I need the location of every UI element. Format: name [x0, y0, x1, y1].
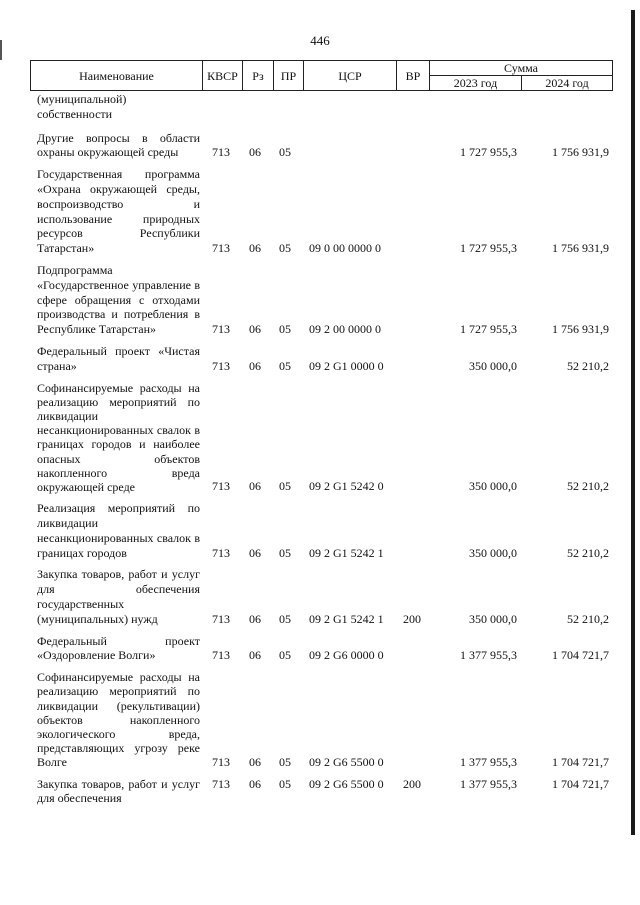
- cell-kvsr: 713: [212, 754, 230, 769]
- cell-rz: 06: [249, 479, 261, 494]
- cell-csr: 09 2 G1 5242 1: [309, 545, 384, 560]
- cell-kvsr: 713: [212, 648, 230, 663]
- cell-pr: 05: [279, 358, 291, 373]
- cell-pr: 05: [279, 776, 291, 791]
- header-csr: ЦСР: [304, 61, 397, 91]
- cell-sum-2024: 1 704 721,7: [552, 648, 609, 663]
- cell-pr: 05: [279, 145, 291, 160]
- cell-vr: 200: [403, 611, 421, 626]
- table-row: [30, 567, 612, 626]
- cell-sum-2023: 350 000,0: [469, 545, 517, 560]
- row-name: Софинансируемые расходы на реализацию мероприятий по ликвидации (рекультивации) объектов накопленного экологического вреда, представляющих угрозу реке Волге: [37, 670, 200, 770]
- header-year-2024: 2024 год: [522, 76, 613, 91]
- cell-kvsr: 713: [212, 322, 230, 337]
- header-sum: Сумма: [430, 61, 613, 76]
- continuation-row: [30, 92, 612, 122]
- cell-pr: 05: [279, 545, 291, 560]
- cell-sum-2024: 52 210,2: [567, 358, 609, 373]
- table-row: [30, 634, 612, 664]
- cell-sum-2024: 1 756 931,9: [552, 322, 609, 337]
- cell-rz: 06: [249, 648, 261, 663]
- row-name: Реализация мероприятий по ликвидации несанкционированных свалок в границах городов: [37, 501, 200, 560]
- table-row: [30, 167, 612, 256]
- cell-sum-2024: 1 704 721,7: [552, 754, 609, 769]
- scan-edge-bar: [631, 10, 635, 835]
- cell-sum-2024: 1 704 721,7: [552, 776, 609, 791]
- table-row: [30, 381, 612, 495]
- table-row: [30, 344, 612, 374]
- page-number: 446: [310, 33, 330, 48]
- cell-sum-2023: 350 000,0: [469, 611, 517, 626]
- cell-vr: 200: [403, 776, 421, 791]
- cell-rz: 06: [249, 754, 261, 769]
- cell-sum-2023: 1 377 955,3: [460, 776, 517, 791]
- cell-kvsr: 713: [212, 145, 230, 160]
- cell-csr: 09 2 G6 5500 0: [309, 754, 384, 769]
- header-rz: Рз: [243, 61, 274, 91]
- cell-kvsr: 713: [212, 776, 230, 791]
- cell-rz: 06: [249, 145, 261, 160]
- row-name: Государственная программа «Охрана окружающей среды, воспроизводство и использование природных ресурсов Республики Татарстан»: [37, 167, 200, 256]
- cell-sum-2024: 52 210,2: [567, 545, 609, 560]
- row-name: Закупка товаров, работ и услуг для обеспечения: [37, 776, 200, 806]
- cell-rz: 06: [249, 322, 261, 337]
- cell-pr: 05: [279, 648, 291, 663]
- table-row: [30, 501, 612, 560]
- cell-sum-2024: 52 210,2: [567, 479, 609, 494]
- cell-csr: 09 2 G1 5242 0: [309, 479, 384, 494]
- cell-sum-2023: 350 000,0: [469, 358, 517, 373]
- row-name: Другие вопросы в области охраны окружающей среды: [37, 130, 200, 160]
- cell-pr: 05: [279, 479, 291, 494]
- cell-pr: 05: [279, 241, 291, 256]
- cell-sum-2024: 1 756 931,9: [552, 241, 609, 256]
- cell-pr: 05: [279, 322, 291, 337]
- cell-sum-2023: 1 727 955,3: [460, 241, 517, 256]
- cell-sum-2023: 350 000,0: [469, 479, 517, 494]
- header-year-2023: 2023 год: [430, 76, 522, 91]
- cell-rz: 06: [249, 241, 261, 256]
- cell-kvsr: 713: [212, 241, 230, 256]
- cell-csr: 09 2 00 0000 0: [309, 322, 381, 337]
- cell-kvsr: 713: [212, 611, 230, 626]
- cell-csr: 09 2 G6 0000 0: [309, 648, 384, 663]
- budget-table-body: [30, 92, 612, 813]
- cell-sum-2023: 1 377 955,3: [460, 648, 517, 663]
- table-header: [30, 60, 613, 91]
- row-name: Федеральный проект «Оздоровление Волги»: [37, 633, 200, 663]
- table-row: [30, 131, 612, 161]
- cell-csr: 09 2 G6 5500 0: [309, 776, 384, 791]
- table-row: [30, 777, 612, 807]
- row-name: (муниципальной) собственности: [37, 92, 127, 121]
- row-name: Подпрограмма «Государственное управление в сфере обращения с отходами производства и потребления в Республике Татарстан»: [37, 262, 200, 337]
- cell-rz: 06: [249, 358, 261, 373]
- table-row: [30, 670, 612, 769]
- cell-csr: 09 2 G1 0000 0: [309, 358, 384, 373]
- header-name: Наименование: [31, 61, 203, 91]
- row-name: Федеральный проект «Чистая страна»: [37, 343, 200, 373]
- cell-sum-2023: 1 727 955,3: [460, 322, 517, 337]
- cell-rz: 06: [249, 545, 261, 560]
- cell-sum-2023: 1 377 955,3: [460, 754, 517, 769]
- cell-kvsr: 713: [212, 358, 230, 373]
- cell-pr: 05: [279, 754, 291, 769]
- cell-csr: 09 2 G1 5242 1: [309, 611, 384, 626]
- header-kvsr: КВСР: [203, 61, 243, 91]
- cell-kvsr: 713: [212, 479, 230, 494]
- cell-sum-2024: 52 210,2: [567, 611, 609, 626]
- cell-sum-2024: 1 756 931,9: [552, 145, 609, 160]
- table-row: [30, 263, 612, 337]
- cell-rz: 06: [249, 611, 261, 626]
- cell-pr: 05: [279, 611, 291, 626]
- cell-kvsr: 713: [212, 545, 230, 560]
- row-name: Закупка товаров, работ и услуг для обеспечения государственных (муниципальных) нужд: [37, 567, 200, 626]
- header-vr: ВР: [397, 61, 430, 91]
- cell-csr: 09 0 00 0000 0: [309, 241, 381, 256]
- cell-rz: 06: [249, 776, 261, 791]
- cell-sum-2023: 1 727 955,3: [460, 145, 517, 160]
- header-pr: ПР: [274, 61, 304, 91]
- row-name: Софинансируемые расходы на реализацию мероприятий по ликвидации несанкционированных свалок в границах городов и наиболее опасных объектов накопленного вреда окружающей среде: [37, 380, 200, 494]
